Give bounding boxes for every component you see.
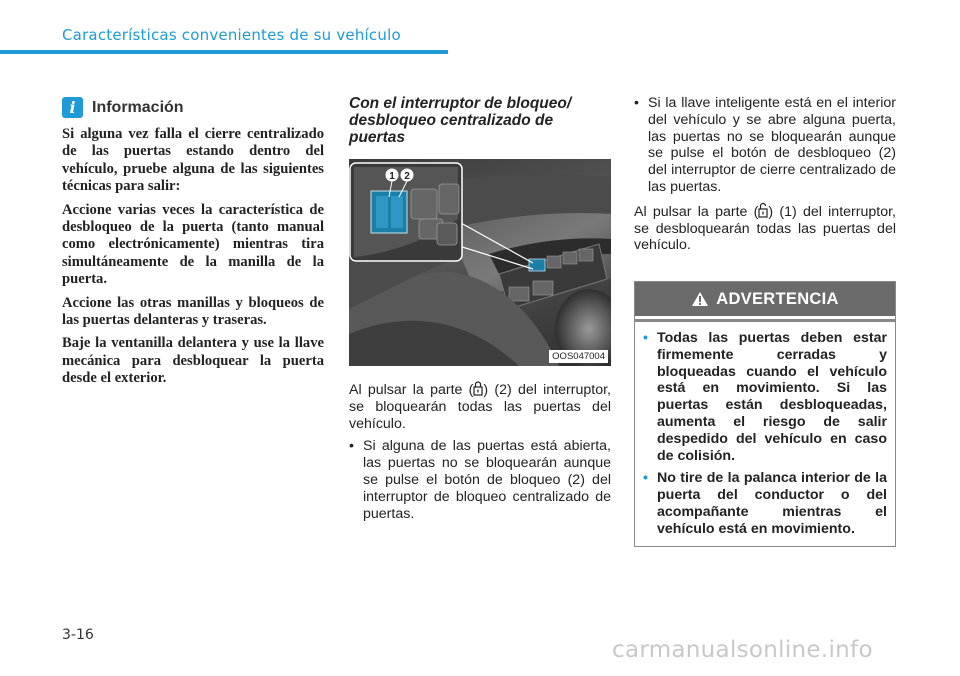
figure-code: OOS047004 (549, 350, 608, 363)
page-header (62, 26, 401, 44)
watermark: carmanualsonline.info (612, 637, 873, 663)
info-paragraph: Baje la ventanilla delantera y use la llave mecánica para desbloquear la puerta desde el exterior. (62, 335, 324, 387)
bullet-dot-icon: • (634, 95, 639, 111)
info-title: Información (92, 98, 184, 116)
warning-item (643, 470, 887, 537)
unlocked-padlock-icon (758, 202, 768, 219)
bullet-item (349, 438, 611, 522)
bullet-dot-icon: • (643, 470, 648, 487)
warning-text: Todas las puertas deben estar firmemente cerradas y bloqueadas cuando el vehículo está en movimiento. Si las puertas están desbloqueadas, aumenta el riesgo de salir despedido del vehículo en caso de colisión. (657, 330, 887, 464)
bullet-text: Si alguna de las puertas está abierta, las puertas no se bloquearán aunque se pulse el botón de bloqueo (2) del interruptor de bloqueo centralizado de puertas. (363, 438, 611, 522)
lock-paragraph (349, 380, 611, 432)
unlock-paragraph-end: ) (1) del interruptor, se desbloquearán todas las puertas del vehículo. (634, 203, 896, 254)
bullet-dot-icon: • (349, 438, 354, 455)
bullet-dot-icon: • (643, 330, 648, 346)
lock-text-block (349, 380, 611, 528)
unlock-paragraph (634, 202, 896, 254)
info-heading (62, 97, 324, 118)
warning-body (635, 319, 895, 538)
info-paragraph: Si alguna vez falla el cierre centralizado de las puertas estando dentro del vehículo, pruebe alguna de las siguientes técnicas para salir: (62, 126, 324, 195)
info-paragraph: Accione varias veces la característica de desbloqueo de la puerta (tanto manual como electrónicamente) mientras tira simultáneamente de la manilla de la puerta. (62, 201, 324, 288)
bullet-item (634, 95, 896, 196)
page-number: 3-16 (62, 627, 94, 643)
warning-text: No tire de la palanca interior de la puerta del conductor o del acompañante mientras el vehículo está en movimiento. (657, 470, 887, 537)
callout-2-label: 2 (404, 171, 410, 182)
info-icon: i (62, 97, 83, 118)
header-rule (0, 50, 448, 54)
lock-paragraph-start: Al pulsar la parte ( (349, 382, 474, 398)
locked-padlock-icon (473, 380, 483, 397)
warning-triangle-icon (691, 291, 709, 307)
door-panel-illustration (349, 159, 611, 366)
unlock-paragraph-start: Al pulsar la parte ( (634, 203, 759, 220)
callout-1-label: 1 (389, 171, 395, 182)
warning-item (643, 330, 887, 464)
chapter-title: Características convenientes de su vehículo (62, 26, 401, 44)
warning-box (634, 281, 896, 547)
section-title: Con el interruptor de bloqueo/ desbloqueo centralizado de puertas (349, 95, 572, 146)
lock-paragraph-end: ) (2) del interruptor, se bloquearán todas las puertas del vehículo. (349, 382, 611, 432)
bullet-text: Si la llave inteligente está en el interior del vehículo y se abre alguna puerta, las puertas no se bloquearán aunque se pulse el botón de desbloqueo (2) del interruptor de cierre centralizado de las puertas. (648, 95, 896, 195)
warning-header (635, 282, 895, 319)
right-column (634, 95, 896, 260)
info-column (62, 97, 324, 394)
warning-label: ADVERTENCIA (716, 289, 839, 308)
lock-switch-column (349, 95, 611, 522)
info-paragraph: Accione las otras manillas y bloqueos de las puertas delanteras y traseras. (62, 294, 324, 329)
door-switch-figure (349, 159, 611, 366)
